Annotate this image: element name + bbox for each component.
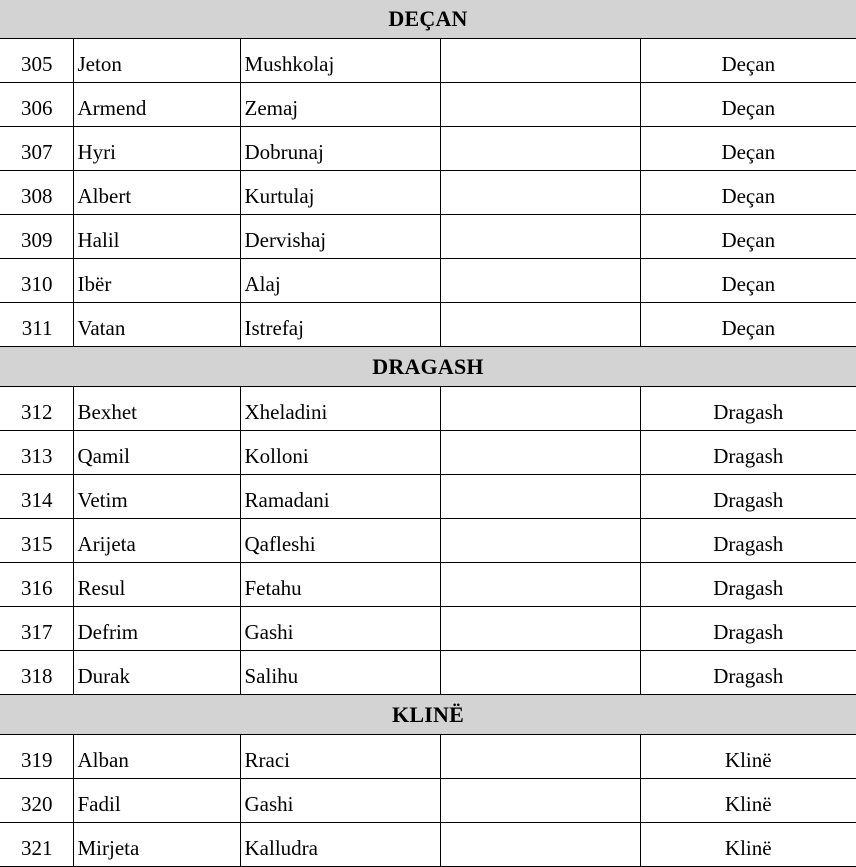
empty-cell xyxy=(440,215,640,259)
first-name-cell: Mirjeta xyxy=(73,823,240,867)
table-row xyxy=(0,607,856,651)
empty-cell xyxy=(440,259,640,303)
first-name-cell: Arijeta xyxy=(73,519,240,563)
last-name-cell: Fetahu xyxy=(240,563,440,607)
last-name-cell: Mushkolaj xyxy=(240,39,440,83)
table-row xyxy=(0,39,856,83)
first-name-cell: Vatan xyxy=(73,303,240,347)
table-row xyxy=(0,779,856,823)
table-row xyxy=(0,127,856,171)
municipality-cell: Dragash xyxy=(640,387,856,431)
municipality-cell: Dragash xyxy=(640,431,856,475)
row-number-cell: 319 xyxy=(0,735,73,779)
table-row xyxy=(0,823,856,867)
first-name-cell: Durak xyxy=(73,651,240,695)
last-name-cell: Qafleshi xyxy=(240,519,440,563)
municipality-cell: Klinë xyxy=(640,823,856,867)
row-number-cell: 320 xyxy=(0,779,73,823)
table-row xyxy=(0,475,856,519)
municipality-cell: Klinë xyxy=(640,735,856,779)
row-number-cell: 307 xyxy=(0,127,73,171)
last-name-cell: Xheladini xyxy=(240,387,440,431)
table-row xyxy=(0,735,856,779)
empty-cell xyxy=(440,607,640,651)
municipality-cell: Deçan xyxy=(640,171,856,215)
municipality-cell: Dragash xyxy=(640,563,856,607)
table-row xyxy=(0,215,856,259)
municipality-cell: Deçan xyxy=(640,259,856,303)
empty-cell xyxy=(440,171,640,215)
municipality-cell: Dragash xyxy=(640,475,856,519)
last-name-cell: Rraci xyxy=(240,735,440,779)
first-name-cell: Resul xyxy=(73,563,240,607)
first-name-cell: Alban xyxy=(73,735,240,779)
empty-cell xyxy=(440,519,640,563)
municipality-cell: Dragash xyxy=(640,519,856,563)
table-row xyxy=(0,83,856,127)
empty-cell xyxy=(440,563,640,607)
first-name-cell: Albert xyxy=(73,171,240,215)
empty-cell xyxy=(440,431,640,475)
row-number-cell: 312 xyxy=(0,387,73,431)
last-name-cell: Salihu xyxy=(240,651,440,695)
row-number-cell: 317 xyxy=(0,607,73,651)
table-row xyxy=(0,519,856,563)
empty-cell xyxy=(440,387,640,431)
row-number-cell: 311 xyxy=(0,303,73,347)
row-number-cell: 314 xyxy=(0,475,73,519)
first-name-cell: Bexhet xyxy=(73,387,240,431)
row-number-cell: 316 xyxy=(0,563,73,607)
last-name-cell: Dobrunaj xyxy=(240,127,440,171)
row-number-cell: 306 xyxy=(0,83,73,127)
municipality-cell: Klinë xyxy=(640,779,856,823)
last-name-cell: Istrefaj xyxy=(240,303,440,347)
section-header-row xyxy=(0,0,856,39)
empty-cell xyxy=(440,735,640,779)
row-number-cell: 315 xyxy=(0,519,73,563)
municipality-cell: Deçan xyxy=(640,303,856,347)
last-name-cell: Alaj xyxy=(240,259,440,303)
section-title: DRAGASH xyxy=(0,347,856,387)
row-number-cell: 321 xyxy=(0,823,73,867)
last-name-cell: Gashi xyxy=(240,607,440,651)
section-header-row xyxy=(0,695,856,735)
last-name-cell: Kurtulaj xyxy=(240,171,440,215)
first-name-cell: Halil xyxy=(73,215,240,259)
empty-cell xyxy=(440,127,640,171)
municipality-cell: Dragash xyxy=(640,607,856,651)
empty-cell xyxy=(440,779,640,823)
row-number-cell: 305 xyxy=(0,39,73,83)
last-name-cell: Zemaj xyxy=(240,83,440,127)
first-name-cell: Armend xyxy=(73,83,240,127)
table-row xyxy=(0,303,856,347)
empty-cell xyxy=(440,83,640,127)
empty-cell xyxy=(440,39,640,83)
first-name-cell: Qamil xyxy=(73,431,240,475)
table-row xyxy=(0,563,856,607)
empty-cell xyxy=(440,475,640,519)
row-number-cell: 310 xyxy=(0,259,73,303)
row-number-cell: 313 xyxy=(0,431,73,475)
municipality-cell: Deçan xyxy=(640,127,856,171)
municipality-cell: Deçan xyxy=(640,83,856,127)
last-name-cell: Dervishaj xyxy=(240,215,440,259)
section-title: DEÇAN xyxy=(0,0,856,39)
table-row xyxy=(0,651,856,695)
row-number-cell: 308 xyxy=(0,171,73,215)
last-name-cell: Kolloni xyxy=(240,431,440,475)
last-name-cell: Ramadani xyxy=(240,475,440,519)
first-name-cell: Fadil xyxy=(73,779,240,823)
last-name-cell: Kalludra xyxy=(240,823,440,867)
first-name-cell: Hyri xyxy=(73,127,240,171)
first-name-cell: Jeton xyxy=(73,39,240,83)
municipality-cell: Deçan xyxy=(640,215,856,259)
municipality-cell: Dragash xyxy=(640,651,856,695)
last-name-cell: Gashi xyxy=(240,779,440,823)
empty-cell xyxy=(440,303,640,347)
table-row xyxy=(0,259,856,303)
row-number-cell: 318 xyxy=(0,651,73,695)
section-header-row xyxy=(0,347,856,387)
first-name-cell: Defrim xyxy=(73,607,240,651)
table-row xyxy=(0,171,856,215)
first-name-cell: Vetim xyxy=(73,475,240,519)
first-name-cell: Ibër xyxy=(73,259,240,303)
table-row xyxy=(0,431,856,475)
empty-cell xyxy=(440,651,640,695)
empty-cell xyxy=(440,823,640,867)
section-title: KLINË xyxy=(0,695,856,735)
table-row xyxy=(0,387,856,431)
row-number-cell: 309 xyxy=(0,215,73,259)
municipality-cell: Deçan xyxy=(640,39,856,83)
